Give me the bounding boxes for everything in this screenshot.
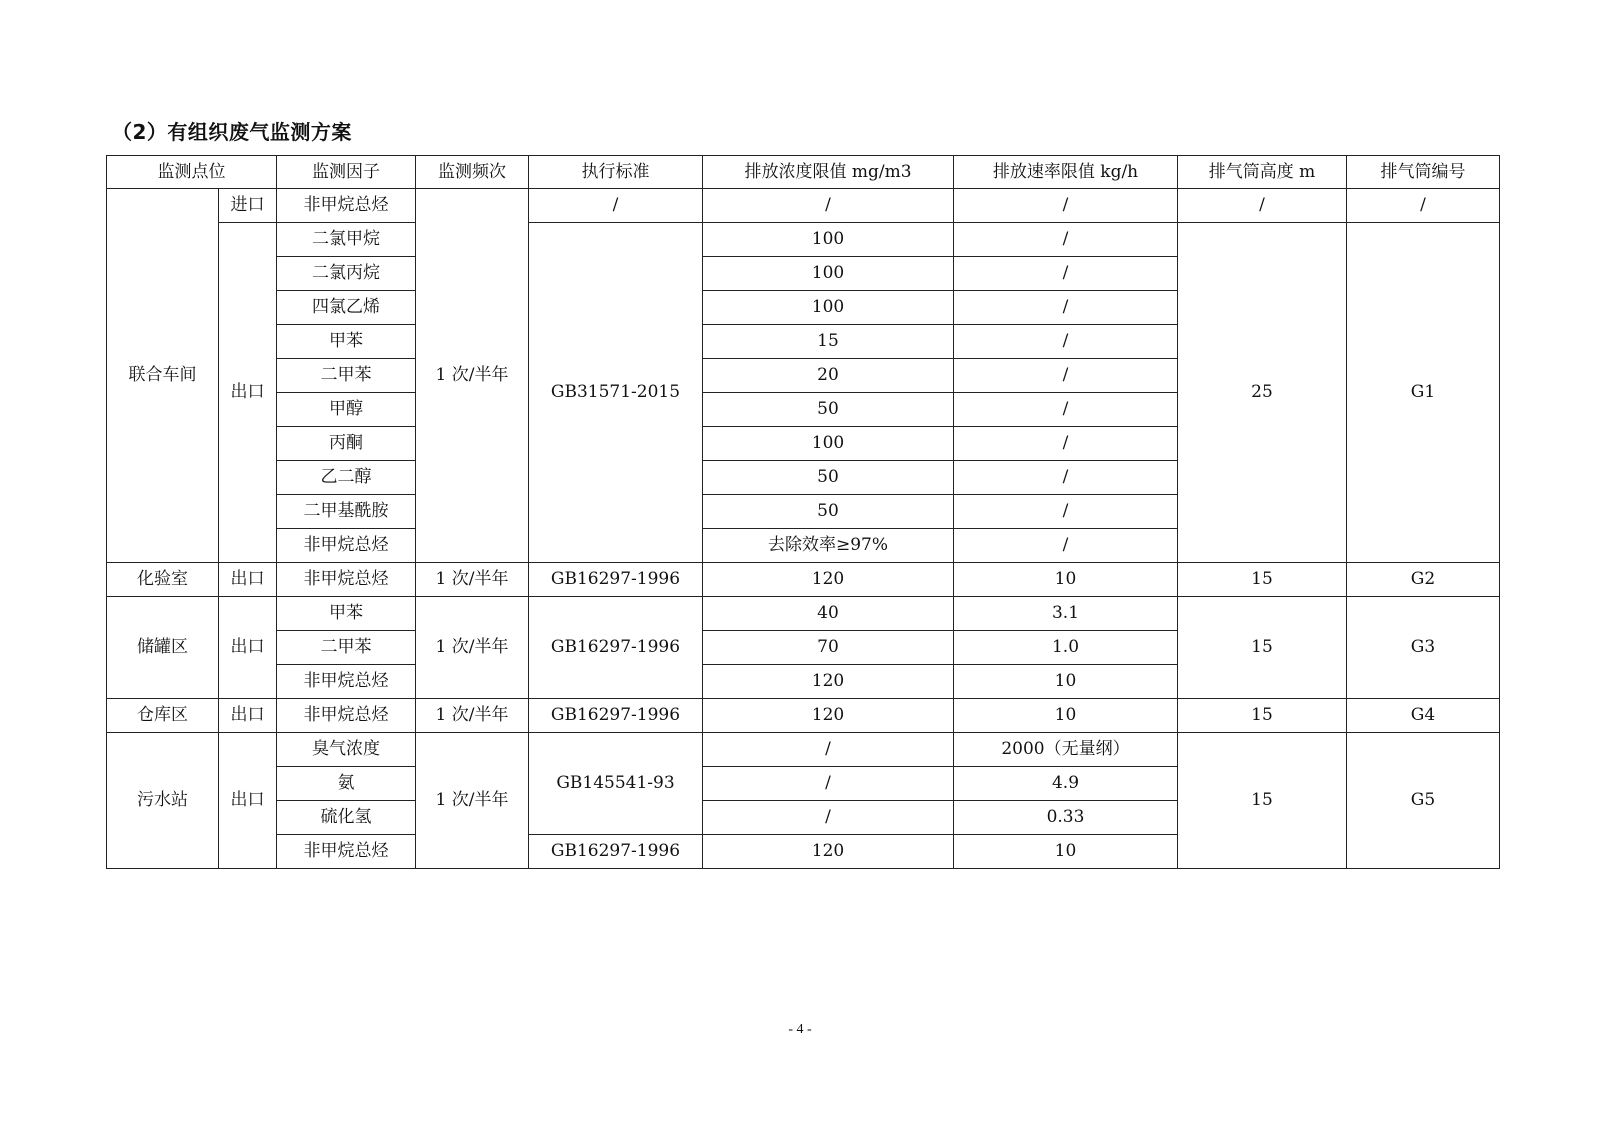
height-cell: 15 bbox=[1178, 563, 1347, 597]
height-cell: 15 bbox=[1178, 597, 1347, 699]
rate-cell: 0.33 bbox=[954, 801, 1178, 835]
concentration-cell: / bbox=[703, 189, 954, 223]
site-cell: 污水站 bbox=[107, 733, 219, 869]
rate-cell: / bbox=[954, 529, 1178, 563]
concentration-cell: 120 bbox=[703, 563, 954, 597]
standard-cell: GB16297-1996 bbox=[529, 597, 703, 699]
concentration-cell: 100 bbox=[703, 427, 954, 461]
standard-cell: GB16297-1996 bbox=[529, 835, 703, 869]
header-row bbox=[107, 156, 1500, 189]
concentration-cell: / bbox=[703, 767, 954, 801]
concentration-cell: / bbox=[703, 733, 954, 767]
height-cell: 25 bbox=[1178, 223, 1347, 563]
header-standard: 执行标准 bbox=[529, 156, 703, 189]
factor-cell: 非甲烷总烃 bbox=[277, 529, 416, 563]
table-row bbox=[107, 699, 1500, 733]
header-stack-height: 排气筒高度 m bbox=[1178, 156, 1347, 189]
concentration-cell: 50 bbox=[703, 393, 954, 427]
standard-cell: GB16297-1996 bbox=[529, 563, 703, 597]
table-row bbox=[107, 189, 1500, 223]
height-cell: 15 bbox=[1178, 733, 1347, 869]
rate-cell: / bbox=[954, 291, 1178, 325]
code-cell: / bbox=[1347, 189, 1500, 223]
factor-cell: 臭气浓度 bbox=[277, 733, 416, 767]
header-site: 监测点位 bbox=[107, 156, 277, 189]
rate-cell: / bbox=[954, 359, 1178, 393]
site-cell: 化验室 bbox=[107, 563, 219, 597]
standard-cell: GB145541-93 bbox=[529, 733, 703, 835]
rate-cell: 10 bbox=[954, 665, 1178, 699]
header-rate-limit: 排放速率限值 kg/h bbox=[954, 156, 1178, 189]
factor-cell: 甲醇 bbox=[277, 393, 416, 427]
rate-cell: 10 bbox=[954, 563, 1178, 597]
position-cell: 出口 bbox=[219, 563, 277, 597]
factor-cell: 氨 bbox=[277, 767, 416, 801]
site-cell: 仓库区 bbox=[107, 699, 219, 733]
position-cell: 出口 bbox=[219, 597, 277, 699]
section-title: （2）有组织废气监测方案 bbox=[112, 120, 352, 144]
frequency-cell: 1 次/半年 bbox=[416, 597, 529, 699]
code-cell: G1 bbox=[1347, 223, 1500, 563]
standard-cell: GB31571-2015 bbox=[529, 223, 703, 563]
header-frequency: 监测频次 bbox=[416, 156, 529, 189]
factor-cell: 非甲烷总烃 bbox=[277, 563, 416, 597]
rate-cell: 1.0 bbox=[954, 631, 1178, 665]
concentration-cell: 15 bbox=[703, 325, 954, 359]
rate-cell: 2000（无量纲） bbox=[954, 733, 1178, 767]
table-row bbox=[107, 563, 1500, 597]
rate-cell: / bbox=[954, 495, 1178, 529]
concentration-cell: 70 bbox=[703, 631, 954, 665]
table-row bbox=[107, 597, 1500, 631]
factor-cell: 乙二醇 bbox=[277, 461, 416, 495]
factor-cell: 硫化氢 bbox=[277, 801, 416, 835]
factor-cell: 甲苯 bbox=[277, 597, 416, 631]
rate-cell: 4.9 bbox=[954, 767, 1178, 801]
code-cell: G2 bbox=[1347, 563, 1500, 597]
code-cell: G5 bbox=[1347, 733, 1500, 869]
concentration-cell: 100 bbox=[703, 257, 954, 291]
concentration-cell: 50 bbox=[703, 461, 954, 495]
rate-cell: 3.1 bbox=[954, 597, 1178, 631]
factor-cell: 非甲烷总烃 bbox=[277, 189, 416, 223]
concentration-cell: 100 bbox=[703, 291, 954, 325]
frequency-cell: 1 次/半年 bbox=[416, 563, 529, 597]
factor-cell: 二甲基酰胺 bbox=[277, 495, 416, 529]
rate-cell: / bbox=[954, 189, 1178, 223]
factor-cell: 丙酮 bbox=[277, 427, 416, 461]
height-cell: 15 bbox=[1178, 699, 1347, 733]
position-cell: 出口 bbox=[219, 223, 277, 563]
concentration-cell: 去除效率≥97% bbox=[703, 529, 954, 563]
frequency-cell: 1 次/半年 bbox=[416, 699, 529, 733]
rate-cell: / bbox=[954, 393, 1178, 427]
factor-cell: 二甲苯 bbox=[277, 631, 416, 665]
rate-cell: / bbox=[954, 257, 1178, 291]
frequency-cell: 1 次/半年 bbox=[416, 189, 529, 563]
concentration-cell: 50 bbox=[703, 495, 954, 529]
factor-cell: 二氯甲烷 bbox=[277, 223, 416, 257]
concentration-cell: 120 bbox=[703, 699, 954, 733]
rate-cell: 10 bbox=[954, 699, 1178, 733]
height-cell: / bbox=[1178, 189, 1347, 223]
table-row bbox=[107, 733, 1500, 767]
table-row bbox=[107, 223, 1500, 257]
site-cell: 储罐区 bbox=[107, 597, 219, 699]
header-factor: 监测因子 bbox=[277, 156, 416, 189]
concentration-cell: 20 bbox=[703, 359, 954, 393]
factor-cell: 二氯丙烷 bbox=[277, 257, 416, 291]
position-cell: 进口 bbox=[219, 189, 277, 223]
concentration-cell: 100 bbox=[703, 223, 954, 257]
code-cell: G3 bbox=[1347, 597, 1500, 699]
header-concentration-limit: 排放浓度限值 mg/m3 bbox=[703, 156, 954, 189]
concentration-cell: / bbox=[703, 801, 954, 835]
site-cell: 联合车间 bbox=[107, 189, 219, 563]
frequency-cell: 1 次/半年 bbox=[416, 733, 529, 869]
factor-cell: 甲苯 bbox=[277, 325, 416, 359]
standard-cell: / bbox=[529, 189, 703, 223]
code-cell: G4 bbox=[1347, 699, 1500, 733]
position-cell: 出口 bbox=[219, 699, 277, 733]
factor-cell: 非甲烷总烃 bbox=[277, 835, 416, 869]
factor-cell: 非甲烷总烃 bbox=[277, 665, 416, 699]
rate-cell: 10 bbox=[954, 835, 1178, 869]
monitoring-plan-table bbox=[106, 155, 1500, 869]
factor-cell: 二甲苯 bbox=[277, 359, 416, 393]
position-cell: 出口 bbox=[219, 733, 277, 869]
rate-cell: / bbox=[954, 223, 1178, 257]
header-stack-code: 排气筒编号 bbox=[1347, 156, 1500, 189]
standard-cell: GB16297-1996 bbox=[529, 699, 703, 733]
page-number: - 4 - bbox=[788, 1022, 812, 1037]
rate-cell: / bbox=[954, 427, 1178, 461]
concentration-cell: 40 bbox=[703, 597, 954, 631]
concentration-cell: 120 bbox=[703, 835, 954, 869]
concentration-cell: 120 bbox=[703, 665, 954, 699]
factor-cell: 四氯乙烯 bbox=[277, 291, 416, 325]
rate-cell: / bbox=[954, 325, 1178, 359]
rate-cell: / bbox=[954, 461, 1178, 495]
factor-cell: 非甲烷总烃 bbox=[277, 699, 416, 733]
